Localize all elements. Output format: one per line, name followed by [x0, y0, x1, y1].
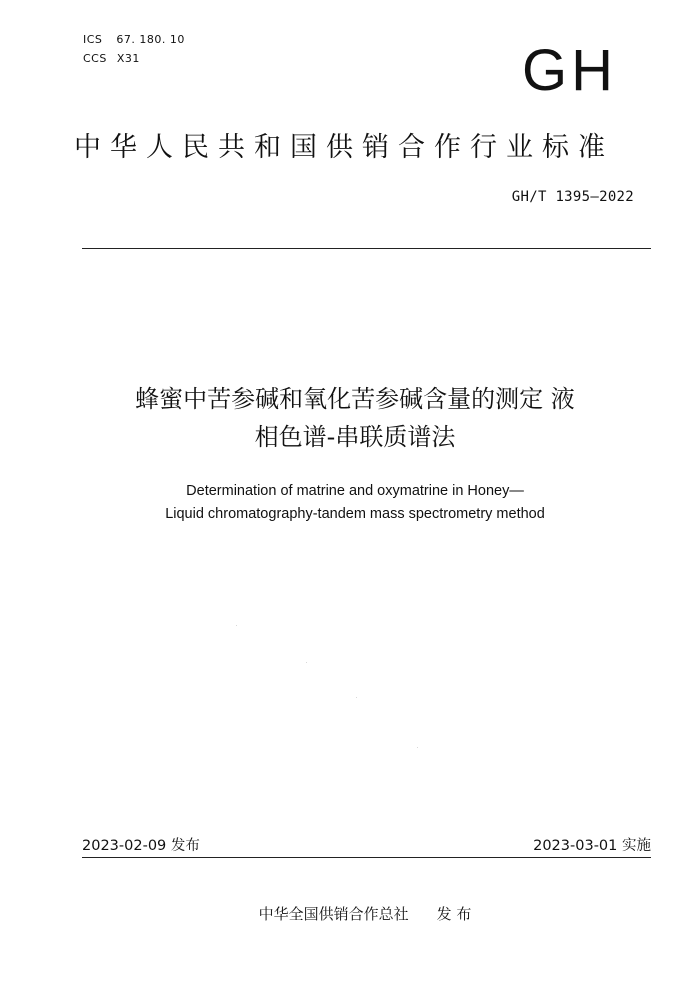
document-title-zh-line1: 蜂蜜中苦参碱和氧化苦参碱含量的测定 液 [135, 385, 575, 413]
document-title-en [60, 480, 650, 526]
publisher [200, 903, 530, 924]
publisher-name: 中华全国供销合作总社 [258, 905, 409, 923]
ics-value: 67. 180. 10 [116, 33, 185, 46]
ccs-label: CCS [83, 52, 107, 65]
scan-speck [236, 625, 237, 626]
ics-label: ICS [83, 33, 103, 46]
top-divider [82, 248, 651, 249]
gh-logo: GH [522, 38, 617, 103]
bottom-divider [82, 857, 651, 858]
ccs-code [83, 52, 140, 65]
scan-speck [417, 747, 418, 748]
document-title-zh-line2: 相色谱-串联质谱法 [254, 423, 456, 451]
standard-category-title: 中华人民共和国供销合作行业标准 [74, 132, 614, 163]
scan-speck [306, 662, 307, 663]
ics-code [83, 33, 185, 46]
standard-number: GH/T 1395—2022 [511, 189, 634, 205]
publisher-action: 发 布 [436, 905, 472, 923]
document-title-en-line2: Liquid chromatography-tandem mass spectrometry method [165, 506, 545, 522]
scan-speck [356, 697, 357, 698]
document-title-zh [60, 380, 650, 456]
implement-date: 2023-03-01 实施 [533, 838, 651, 854]
issue-date: 2023-02-09 发布 [82, 838, 200, 854]
document-title-en-line1: Determination of matrine and oxymatrine in Honey— [186, 483, 524, 499]
ccs-value: X31 [116, 52, 140, 65]
